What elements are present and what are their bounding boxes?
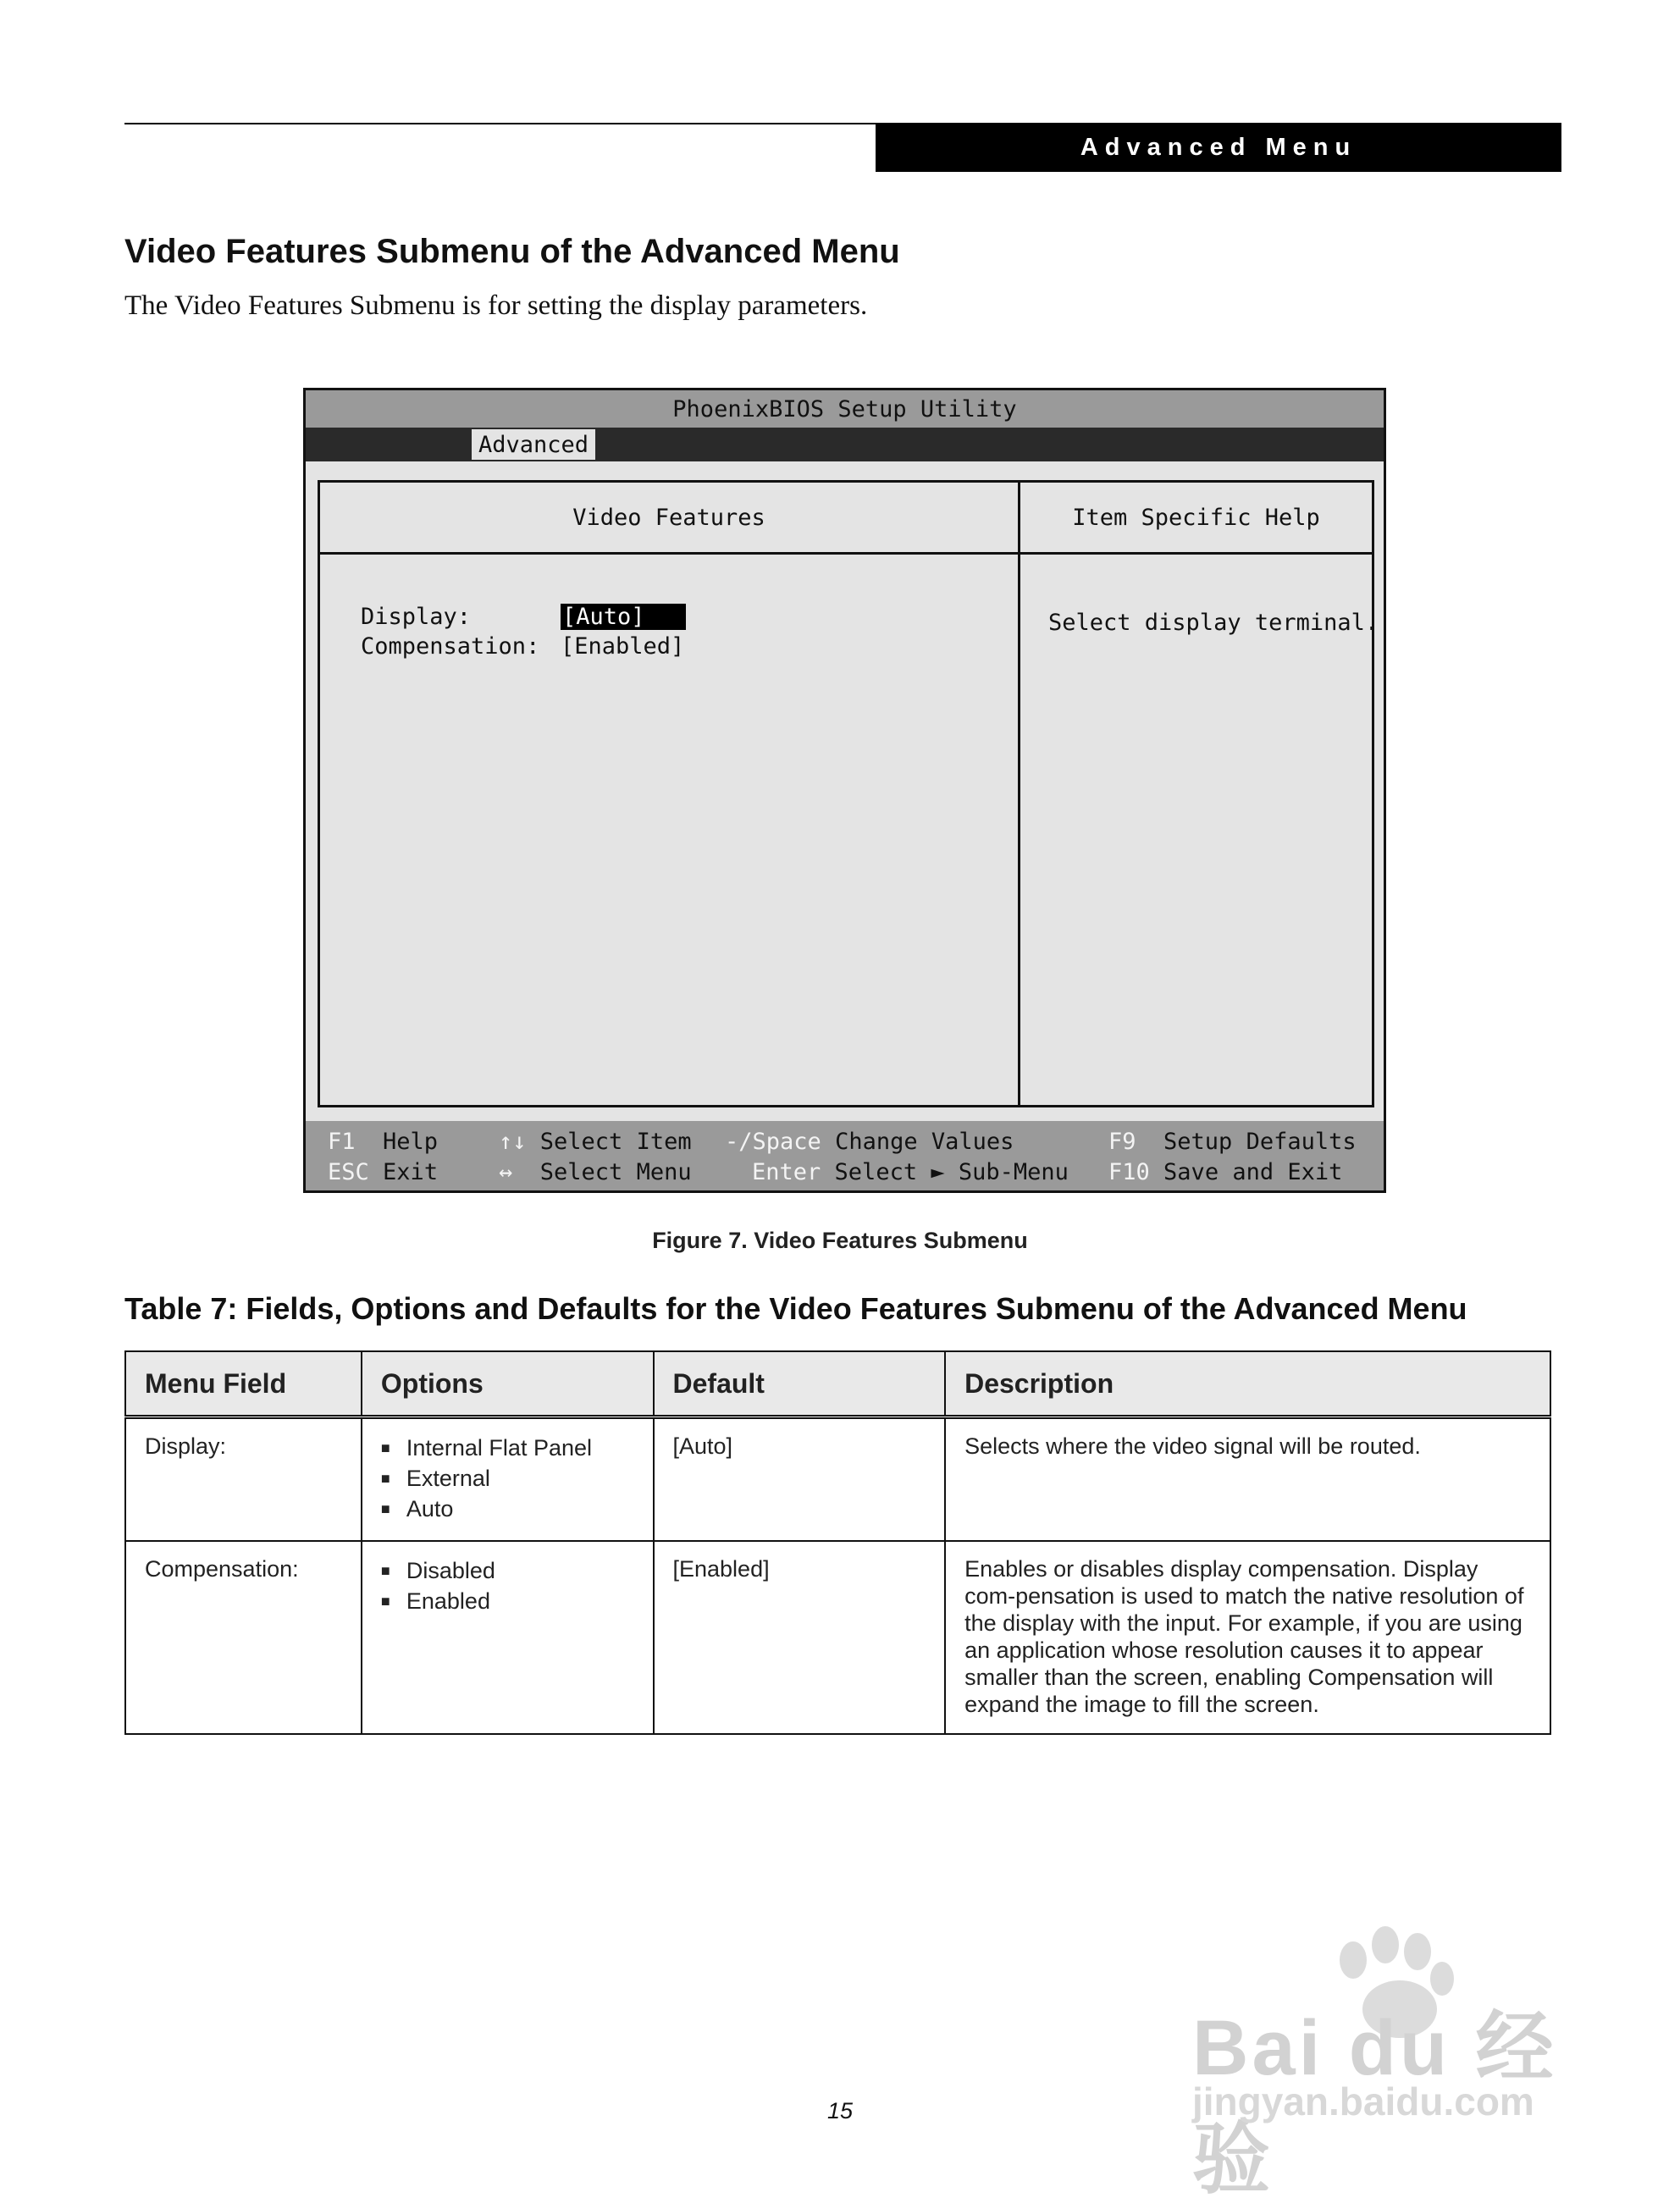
panel-header-item-help: Item Specific Help bbox=[1072, 504, 1320, 531]
option-item: ■ Enabled bbox=[381, 1586, 634, 1616]
key-f9: F9 Setup Defaults bbox=[1108, 1128, 1357, 1155]
col-header-default: Default bbox=[654, 1351, 946, 1417]
table-row bbox=[125, 1417, 1550, 1541]
key-left-right: ↔ Select Menu bbox=[499, 1158, 692, 1185]
cell-description: Selects where the video signal will be routed. bbox=[945, 1417, 1550, 1541]
key-enter: Enter Select ► Sub-Menu bbox=[752, 1158, 1069, 1185]
section-title: Video Features Submenu of the Advanced Menu bbox=[124, 233, 900, 270]
option-item: ■ Internal Flat Panel bbox=[381, 1433, 634, 1463]
arrow-up-down-icon: ↑↓ bbox=[499, 1128, 527, 1155]
setting-label: Display: bbox=[361, 603, 472, 630]
bios-screenshot bbox=[303, 388, 1386, 1193]
header-rule bbox=[124, 123, 1007, 124]
setting-label: Compensation: bbox=[361, 632, 540, 660]
key-f10: F10 Save and Exit bbox=[1108, 1158, 1343, 1185]
key-f1: F1 Help bbox=[328, 1128, 439, 1155]
cell-options bbox=[362, 1417, 654, 1541]
cell-field: Display: bbox=[125, 1417, 362, 1541]
bios-key-legend bbox=[306, 1121, 1384, 1190]
tab-advanced[interactable]: Advanced bbox=[472, 429, 595, 460]
panel-header-video-features: Video Features bbox=[572, 504, 765, 531]
item-help-text: Select display terminal. bbox=[1048, 610, 1379, 636]
col-header-options: Options bbox=[362, 1351, 654, 1417]
watermark-brand: Bai du 经验 bbox=[1192, 2005, 1557, 2203]
setting-value[interactable]: [Enabled] bbox=[561, 632, 685, 660]
col-header-description: Description bbox=[945, 1351, 1550, 1417]
table-row bbox=[125, 1541, 1550, 1734]
bios-title: PhoenixBIOS Setup Utility bbox=[672, 395, 1017, 422]
bios-panel bbox=[318, 480, 1379, 1107]
table-header-row bbox=[125, 1351, 1550, 1417]
running-header: Advanced Menu bbox=[876, 123, 1561, 172]
panel-divider-vertical bbox=[1018, 483, 1020, 1105]
col-header-menu-field: Menu Field bbox=[125, 1351, 362, 1417]
bios-title-bar bbox=[306, 390, 1384, 428]
page-number: 15 bbox=[826, 2098, 854, 2123]
bios-menu-bar bbox=[306, 428, 1384, 461]
cell-field: Compensation: bbox=[125, 1541, 362, 1734]
cell-description: Enables or disables display compensation. Display com-pensation is used to match the native resolution of the display with the input. For example, if you are using an application whose resolution causes it to appear smaller than the screen, enabling Compensation will expand the image to fill the screen. bbox=[945, 1541, 1550, 1734]
cell-default: [Enabled] bbox=[654, 1541, 946, 1734]
options-table bbox=[124, 1350, 1551, 1735]
cell-default: [Auto] bbox=[654, 1417, 946, 1541]
watermark-url: jingyan.baidu.com bbox=[1192, 2079, 1534, 2123]
figure-caption: Figure 7. Video Features Submenu bbox=[652, 1228, 1028, 1253]
panel-divider-horizontal bbox=[320, 552, 1372, 555]
table-title: Table 7: Fields, Options and Defaults for the Video Features Submenu of the Advanced Menu bbox=[124, 1291, 1467, 1326]
option-item: ■ Auto bbox=[381, 1494, 634, 1524]
option-item: ■ Disabled bbox=[381, 1555, 634, 1586]
intro-paragraph: The Video Features Submenu is for setting the display parameters. bbox=[124, 290, 868, 321]
key-space: -/Space Change Values bbox=[725, 1128, 1014, 1155]
arrow-left-right-icon: ↔ bbox=[499, 1158, 513, 1185]
setting-value-selected[interactable]: [Auto] bbox=[561, 604, 686, 630]
setting-row-display[interactable] bbox=[361, 602, 686, 631]
cell-options bbox=[362, 1541, 654, 1734]
key-up-down: ↑↓ Select Item bbox=[499, 1128, 692, 1155]
key-esc: ESC Exit bbox=[328, 1158, 439, 1185]
option-item: ■ External bbox=[381, 1463, 634, 1494]
setting-row-compensation[interactable] bbox=[361, 632, 684, 660]
